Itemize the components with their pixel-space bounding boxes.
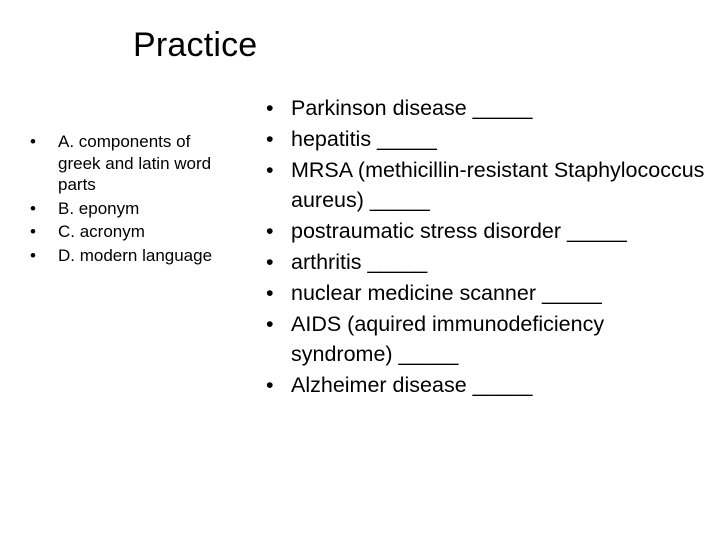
list-item bbox=[30, 221, 220, 243]
bullet-icon: • bbox=[266, 96, 274, 120]
answer-option-b: B. eponym bbox=[58, 198, 140, 218]
bullet-icon: • bbox=[266, 127, 274, 151]
bullet-icon: • bbox=[266, 373, 274, 397]
bullet-icon: • bbox=[266, 158, 274, 182]
list-item bbox=[30, 245, 220, 267]
list-item bbox=[266, 155, 706, 215]
term-arthritis: arthritis _____ bbox=[291, 250, 428, 274]
slide-title: Practice bbox=[133, 26, 258, 64]
term-alzheimer: Alzheimer disease _____ bbox=[291, 373, 533, 397]
list-item bbox=[266, 124, 706, 154]
term-nuclear-scanner: nuclear medicine scanner _____ bbox=[291, 281, 602, 305]
term-hepatitis: hepatitis _____ bbox=[291, 127, 437, 151]
answer-option-a: A. components of greek and latin word parts bbox=[58, 132, 212, 194]
list-item bbox=[266, 309, 706, 369]
bullet-icon: • bbox=[30, 222, 36, 241]
list-item bbox=[30, 198, 220, 220]
term-aids: AIDS (aquired immunodeficiency syndrome) _____ bbox=[291, 312, 605, 366]
list-item bbox=[266, 247, 706, 277]
terms-list bbox=[266, 93, 706, 401]
term-ptsd: postraumatic stress disorder _____ bbox=[291, 219, 627, 243]
bullet-icon: • bbox=[266, 312, 274, 336]
list-item bbox=[266, 93, 706, 123]
answer-options-list bbox=[30, 131, 220, 268]
list-item bbox=[30, 131, 220, 196]
list-item bbox=[266, 370, 706, 400]
list-item bbox=[266, 216, 706, 246]
bullet-icon: • bbox=[266, 250, 274, 274]
bullet-icon: • bbox=[30, 198, 36, 218]
list-item bbox=[266, 278, 706, 308]
bullet-icon: • bbox=[266, 219, 274, 243]
bullet-icon: • bbox=[30, 245, 36, 265]
bullet-icon: • bbox=[30, 132, 36, 151]
term-mrsa: MRSA (methicillin-resistant Staphylococcus aureus) _____ bbox=[291, 158, 705, 212]
term-parkinson: Parkinson disease _____ bbox=[291, 96, 533, 120]
bullet-icon: • bbox=[266, 281, 274, 305]
answer-option-c: C. acronym bbox=[58, 222, 145, 241]
answer-option-d: D. modern language bbox=[58, 245, 213, 265]
